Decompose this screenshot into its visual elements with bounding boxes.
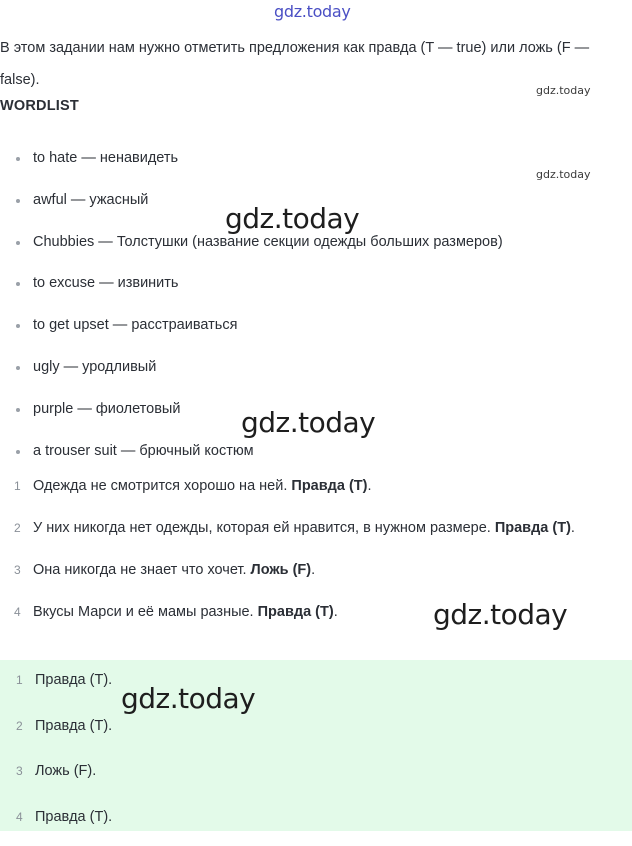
answer-item <box>0 710 632 756</box>
bullet-icon <box>16 157 20 161</box>
watermark: gdz.today <box>121 682 255 715</box>
question-text: Вкусы Марси и её мамы разные. <box>33 604 258 620</box>
question-answer: Правда (T) <box>258 604 334 620</box>
answers-box <box>0 660 632 831</box>
watermark: gdz.today <box>241 406 375 439</box>
site-logo[interactable]: gdz.today <box>274 2 351 21</box>
word-entry: ugly — уродливый <box>33 359 156 375</box>
bullet-icon <box>16 408 20 412</box>
watermark: gdz.today <box>433 598 567 631</box>
answer-item <box>0 755 632 801</box>
question-item <box>0 470 632 502</box>
list-item <box>0 351 632 393</box>
word-entry: to excuse — извинить <box>33 275 178 291</box>
question-number: 3 <box>14 554 21 586</box>
question-number: 2 <box>14 512 21 544</box>
question-end: . <box>367 478 371 494</box>
question-text: Она никогда не знает что хочет. <box>33 562 251 578</box>
question-text: Одежда не смотрится хорошо на ней. <box>33 478 291 494</box>
answer-text: Правда (T). <box>35 718 112 734</box>
word-entry: to hate — ненавидеть <box>33 150 178 166</box>
question-answer: Правда (T) <box>291 478 367 494</box>
word-entry: awful — ужасный <box>33 192 148 208</box>
word-entry: Chubbies — Толстушки (название секции одежды больших размеров) <box>33 234 503 250</box>
answer-number: 1 <box>16 664 23 696</box>
watermark: gdz.today <box>536 168 591 181</box>
answer-number: 3 <box>16 755 23 787</box>
answer-item <box>0 664 632 710</box>
bullet-icon <box>16 366 20 370</box>
question-answer: Правда (T) <box>495 520 571 536</box>
question-end: . <box>571 520 575 536</box>
answer-item <box>0 801 632 846</box>
answer-number: 4 <box>16 801 23 833</box>
answer-number: 2 <box>16 710 23 742</box>
bullet-icon <box>16 324 20 328</box>
question-number: 1 <box>14 470 21 502</box>
question-item <box>0 554 632 586</box>
word-entry: to get upset — расстраиваться <box>33 317 237 333</box>
list-item <box>0 267 632 309</box>
list-item <box>0 309 632 351</box>
question-item <box>0 512 632 544</box>
word-entry: purple — фиолетовый <box>33 401 180 417</box>
answer-text: Ложь (F). <box>35 763 96 779</box>
intro-text: В этом задании нам нужно отметить предложения как правда (T — true) или ложь (F — false). <box>0 32 625 96</box>
question-end: . <box>334 604 338 620</box>
word-entry: a trouser suit — брючный костюм <box>33 443 254 459</box>
answer-list <box>0 664 632 846</box>
bullet-icon <box>16 282 20 286</box>
question-answer: Ложь (F) <box>251 562 312 578</box>
watermark: gdz.today <box>225 202 359 235</box>
question-number: 4 <box>14 596 21 628</box>
bullet-icon <box>16 241 20 245</box>
answer-text: Правда (T). <box>35 672 112 688</box>
watermark: gdz.today <box>536 84 591 97</box>
question-text: У них никогда нет одежды, которая ей нравится, в нужном размере. <box>33 520 495 536</box>
bullet-icon <box>16 450 20 454</box>
wordlist-heading: WORDLIST <box>0 98 79 114</box>
answer-text: Правда (T). <box>35 809 112 825</box>
bullet-icon <box>16 199 20 203</box>
question-end: . <box>311 562 315 578</box>
